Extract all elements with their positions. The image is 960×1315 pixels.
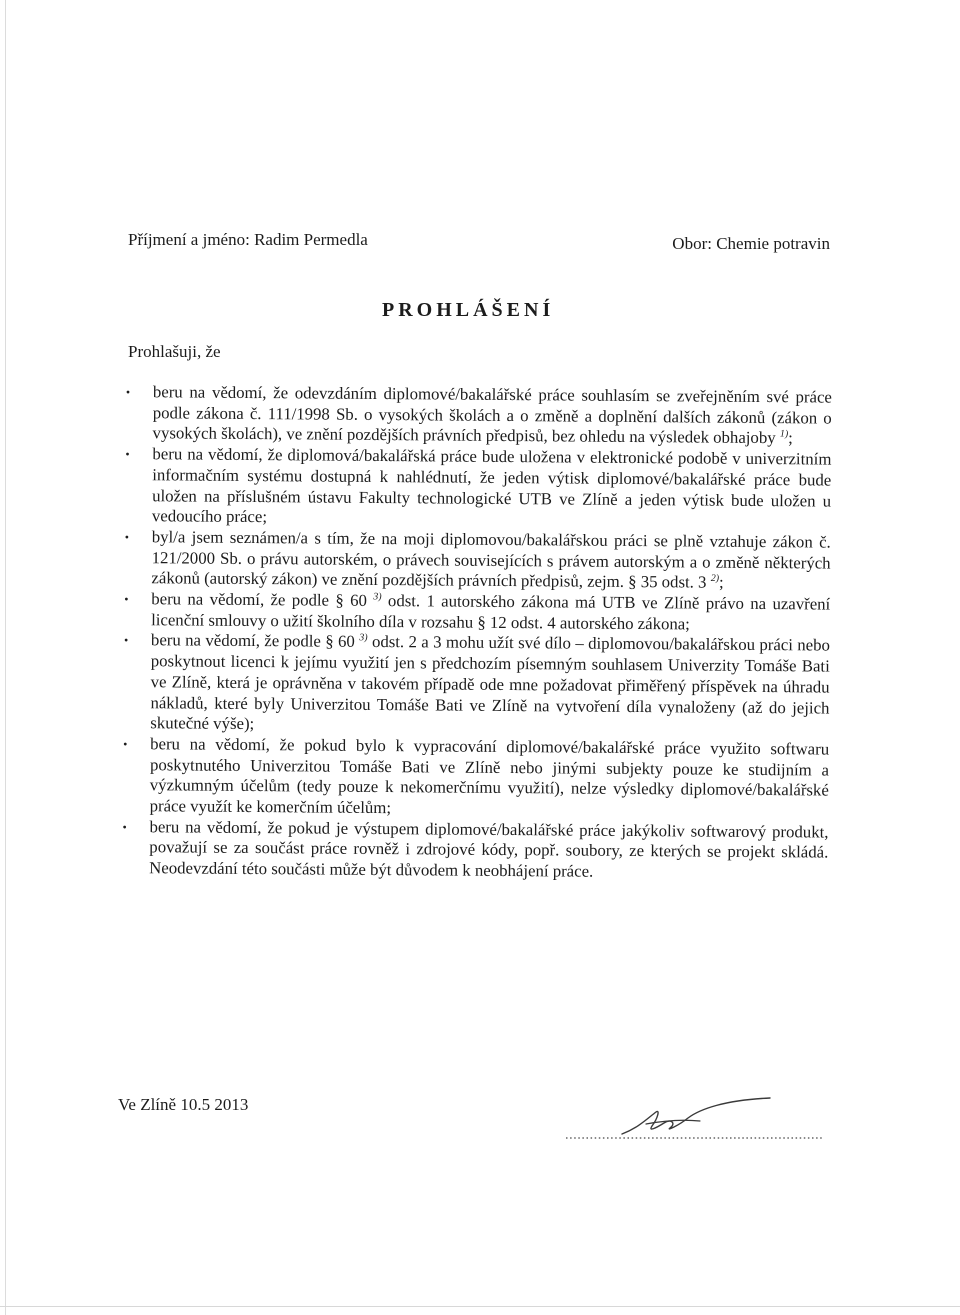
declaration-text: byl/a jsem seznámen/a s tím, že na moji diplomovou/bakalářskou práci se plně vztahuje zákon č. 121/2000 Sb. o právu autorském, o právech souvisejících s právem autorským a o změně některých zákonů (autorský zákon) ve znění pozdějších právních předpisů, zejm. § 35 odst. 3 [151,527,831,592]
bullet-icon: • [125,385,131,400]
place-and-date: Ve Zlíně 10.5 2013 [118,1095,249,1114]
declaration-text: beru na vědomí, že odevzdáním diplomové/bakalářské práce souhlasím se zveřejněním své práce podle zákona č. 111/1998 Sb. o vysokých školách a o změně a doplnění dalších zákonů (zákon o vysokých školách), ve znění pozdějších právních předpisů, bez ohledu na výsledek obhajoby [152,382,832,448]
declaration-item [122,527,830,595]
declaration-text-end: odst. 1 autorského zákona má UTB ve Zlíně právo na uzavření licenční smlouvy o užití školního díla v rozsahu § 12 odst. 4 autorského zákona; [151,591,831,634]
handwritten-signature [560,1088,830,1148]
name-line: Příjmení a jméno: Radim Permedla [128,230,368,249]
document-title: PROHLÁŠENÍ [382,299,555,321]
declaration-item [121,734,830,822]
bullet-icon: • [124,529,130,544]
declaration-text: beru na vědomí, že diplomová/bakalářská práce bude uložena v elektronické podobě v univerzitním informačním systému dostupná k nahlédnutí, že jeden výtisk diplomové/bakalářské práce bude uložen na příslušném ústavu Fakulty technologické UTB ve Zlíně a jeden výtisk bude uložen u vedoucího práce; [151,444,832,527]
signature-stroke [622,1098,770,1134]
declaration-text: beru na vědomí, že pokud bylo k vypracování diplomové/bakalářské práce využito softwaru poskytnutého Univerzitou Tomáše Bati ve Zlíně nebo jinými subjekty pouze ke studijním a výzkumným účelům (tedy pouze k nekomerčnímu využití), nelze výsledky diplomové/bakalářské práce využít ke komerčním účelům; [149,734,830,818]
declaration-item [121,630,830,739]
declaration-text: beru na vědomí, že pokud je výstupem diplomové/bakalářské práce jakýkoliv softwarový produkt, považují se za součást práce rovněž i zdrojové kódy, popř. soubory, ze kterých se projekt skládá. Neodevzdání této součásti může být důvodem k neobhájení práce. [149,816,829,881]
declaration-item [123,444,832,532]
footnote-ref: 3) [359,632,368,644]
declaration-text: beru na vědomí, že podle § 60 [150,630,355,652]
footnote-ref: 1) [779,428,789,441]
page-left-edge [5,0,6,1315]
declaration-item [120,817,828,885]
bullet-icon: • [123,736,128,751]
declaration-list [120,382,832,884]
bullet-icon: • [123,633,129,648]
declaration-text: beru na vědomí, že podle § 60 [151,589,367,610]
field-of-study-line: Obor: Chemie potravin [672,234,830,253]
footnote-ref: 3) [373,591,382,603]
declaration-text-end: odst. 2 a 3 mohu užít své dílo – diplomovou/bakalářskou práci nebo poskytnout licenci k jejímu využití jen s předchozím písemným souhlasem Univerzity Tomáše Bati ve Zlíně, která je oprávněna v takovém případě ode mne požadovat přiměřený příspěvek na úhradu nákladů, které byly Univerzitou Tomáše Bati ve Zlíně na vytvoření díla vynaloženy (až do jejich skutečné výše); [150,632,831,734]
declaration-text-end: ; [788,428,793,448]
footnote-ref: 2) [710,573,720,585]
declaration-text-end: ; [718,573,724,593]
page-bottom-edge [0,1306,960,1307]
bullet-icon: • [125,447,130,462]
signature-area [560,1088,830,1148]
declaration-item [122,589,830,636]
intro-text: Prohlašuji, že [128,342,221,361]
declaration-item [124,382,832,450]
bullet-icon: • [124,592,129,607]
bullet-icon: • [122,819,127,834]
